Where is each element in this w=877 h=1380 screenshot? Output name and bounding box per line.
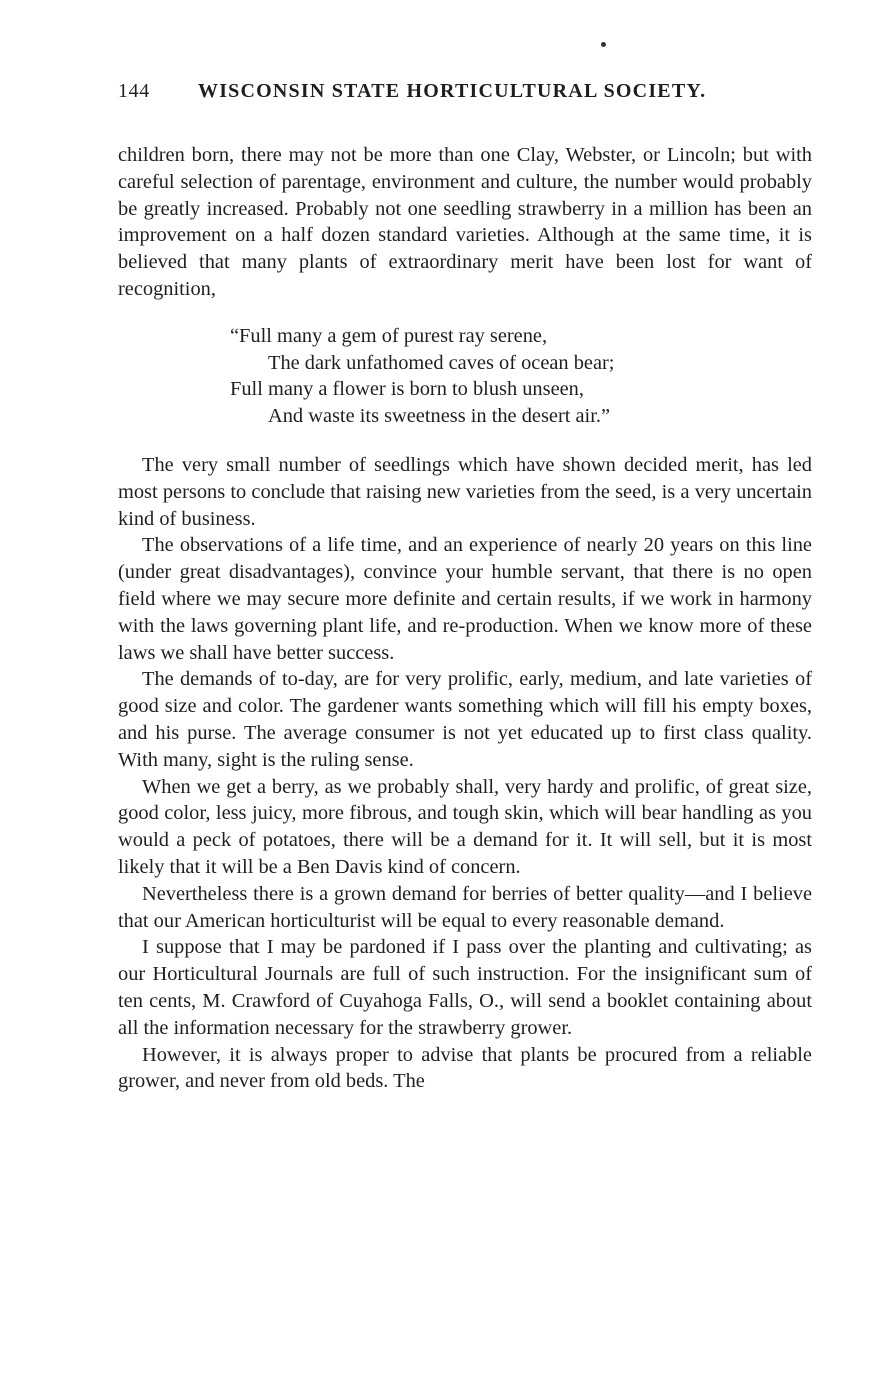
- print-speck: [601, 42, 606, 47]
- verse-line: “Full many a gem of purest ray serene,: [230, 324, 548, 347]
- verse-line: The dark unfathomed caves of ocean bear;: [268, 351, 615, 374]
- page-header: [118, 80, 758, 110]
- paragraph: When we get a berry, as we probably shall, very hardy and prolific, of great size, good color, less juicy, more fibrous, and tough skin, which will bear handling as you would a peck of potatoes, there will be a demand for it. It will sell, but it is most likely that it will be a Ben Davis kind of concern.: [118, 775, 812, 878]
- paragraph: The observations of a life time, and an experience of nearly 20 years on this line (under great disadvantages), convince your humble servant, that there is no open field where we may secure more definite and certain results, if we work in harmony with the laws governing plant life, and re-production. When we know more of these laws we shall have better success.: [118, 534, 812, 664]
- body-text: [118, 142, 812, 1095]
- paragraph: The very small number of seedlings which have shown decided merit, has led most persons to conclude that raising new varieties from the seed, is a very uncertain kind of business.: [118, 453, 812, 530]
- paragraph: Nevertheless there is a grown demand for berries of better quality—and I believe that our American horticulturist will be equal to every reasonable demand.: [118, 882, 812, 932]
- paragraph-continued: children born, there may not be more than one Clay, Webster, or Lincoln; but with careful selection of parentage, environment and culture, the number would probably be greatly increased. Probably not one seedling strawberry in a million has been an improvement on a half dozen standard varieties. Although at the same time, it is believed that many plants of extraordinary merit have been lost for want of recognition,: [118, 144, 812, 300]
- page-number: 144: [118, 80, 150, 102]
- paragraph: I suppose that I may be pardoned if I pass over the planting and cultivating; as our Horticultural Journals are full of such instruction. For the insignificant sum of ten cents, M. Crawford of Cuyahoga Falls, O., will send a booklet containing about all the information necessary for the strawberry grower.: [118, 936, 812, 1039]
- paragraph: The demands of to-day, are for very prolific, early, medium, and late varieties of good size and color. The gardener wants something which will fill his empty boxes, and his purse. The average consumer is not yet educated up to first class quality. With many, sight is the ruling sense.: [118, 668, 812, 771]
- running-title: WISCONSIN STATE HORTICULTURAL SOCIETY.: [198, 80, 707, 102]
- paragraph: However, it is always proper to advise that plants be procured from a reliable grower, and never from old beds. The: [118, 1043, 812, 1093]
- quoted-verse: [230, 323, 812, 430]
- verse-line: And waste its sweetness in the desert air.”: [268, 405, 611, 428]
- verse-line: Full many a flower is born to blush unseen,: [230, 378, 584, 401]
